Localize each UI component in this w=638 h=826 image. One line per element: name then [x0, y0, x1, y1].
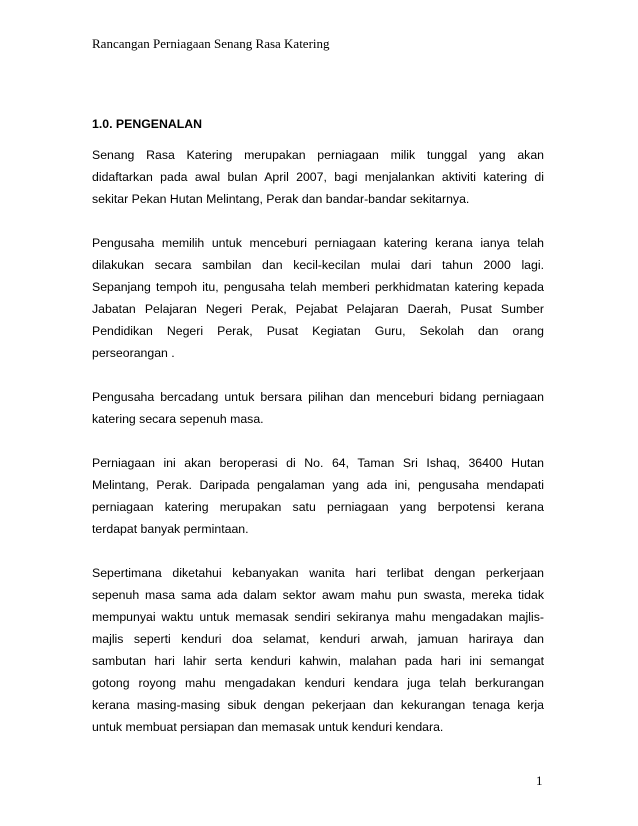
- running-header: Rancangan Perniagaan Senang Rasa Katering: [92, 36, 330, 51]
- paragraph-line: Pengusaha bercadang untuk bersara pilihan dan menceburi bidang perniagaan: [92, 390, 544, 404]
- paragraph-line: Perniagaan ini akan beroperasi di No. 64, Taman Sri Ishaq, 36400 Hutan: [92, 456, 544, 470]
- paragraph-line: didaftarkan pada awal bulan April 2007, bagi menjalankan aktiviti katering di: [92, 170, 544, 184]
- paragraph-demand: [92, 562, 544, 738]
- paragraph-line: katering secara sepenuh masa.: [92, 412, 264, 426]
- document-body: [92, 114, 544, 760]
- paragraph-intro: [92, 144, 544, 210]
- paragraph-line: majlis seperti kenduri doa selamat, kenduri arwah, jamuan hariraya dan: [92, 632, 544, 646]
- paragraph-line: terdapat banyak permintaan.: [92, 522, 249, 536]
- paragraph-line: Sepertimana diketahui kebanyakan wanita hari terlibat dengan perkerjaan: [92, 566, 544, 580]
- paragraph-line: Sepanjang tempoh itu, pengusaha telah memberi perkhidmatan katering kepada: [92, 280, 544, 294]
- paragraph-line: sekitar Pekan Hutan Melintang, Perak dan bandar-bandar sekitarnya.: [92, 192, 470, 206]
- section-heading: 1.0. PENGENALAN: [92, 117, 203, 131]
- page-number: 1: [536, 773, 543, 788]
- paragraph-line: Pendidikan Negeri Perak, Pusat Kegiatan Guru, Sekolah dan orang: [92, 324, 544, 338]
- paragraph-line: dilakukan secara sambilan dan kecil-kecilan mulai dari tahun 2000 lagi.: [92, 258, 544, 272]
- paragraph-line: mempunyai waktu untuk memasak sendiri sekiranya mahu mengadakan majlis-: [92, 610, 544, 624]
- paragraph-experience: [92, 232, 544, 364]
- paragraph-line: sambutan hari lahir serta kenduri kahwin, malahan pada hari ini semangat: [92, 654, 544, 668]
- paragraph-line: Pengusaha memilih untuk menceburi perniagaan katering kerana ianya telah: [92, 236, 544, 250]
- paragraph-line: Senang Rasa Katering merupakan perniagaan milik tunggal yang akan: [92, 148, 544, 162]
- paragraph-location: [92, 452, 544, 540]
- paragraph-plan: [92, 386, 544, 430]
- paragraph-line: kerana masing-masing sibuk dengan pekerjaan dan kekurangan tenaga kerja: [92, 698, 544, 712]
- paragraph-line: sepenuh masa sama ada dalam sektor awam mahu pun swasta, mereka tidak: [92, 588, 544, 602]
- paragraph-line: untuk membuat persiapan dan memasak untuk kenduri kendara.: [92, 720, 444, 734]
- paragraph-line: Jabatan Pelajaran Negeri Perak, Pejabat Pelajaran Daerah, Pusat Sumber: [92, 302, 544, 316]
- paragraph-line: gotong royong mahu mengadakan kenduri kendara juga telah berkurangan: [92, 676, 544, 690]
- paragraph-line: Melintang, Perak. Daripada pengalaman yang ada ini, pengusaha mendapati: [92, 478, 544, 492]
- paragraph-line: perniagaan katering merupakan satu perniagaan yang berpotensi kerana: [92, 500, 544, 514]
- paragraph-line: perseorangan .: [92, 346, 175, 360]
